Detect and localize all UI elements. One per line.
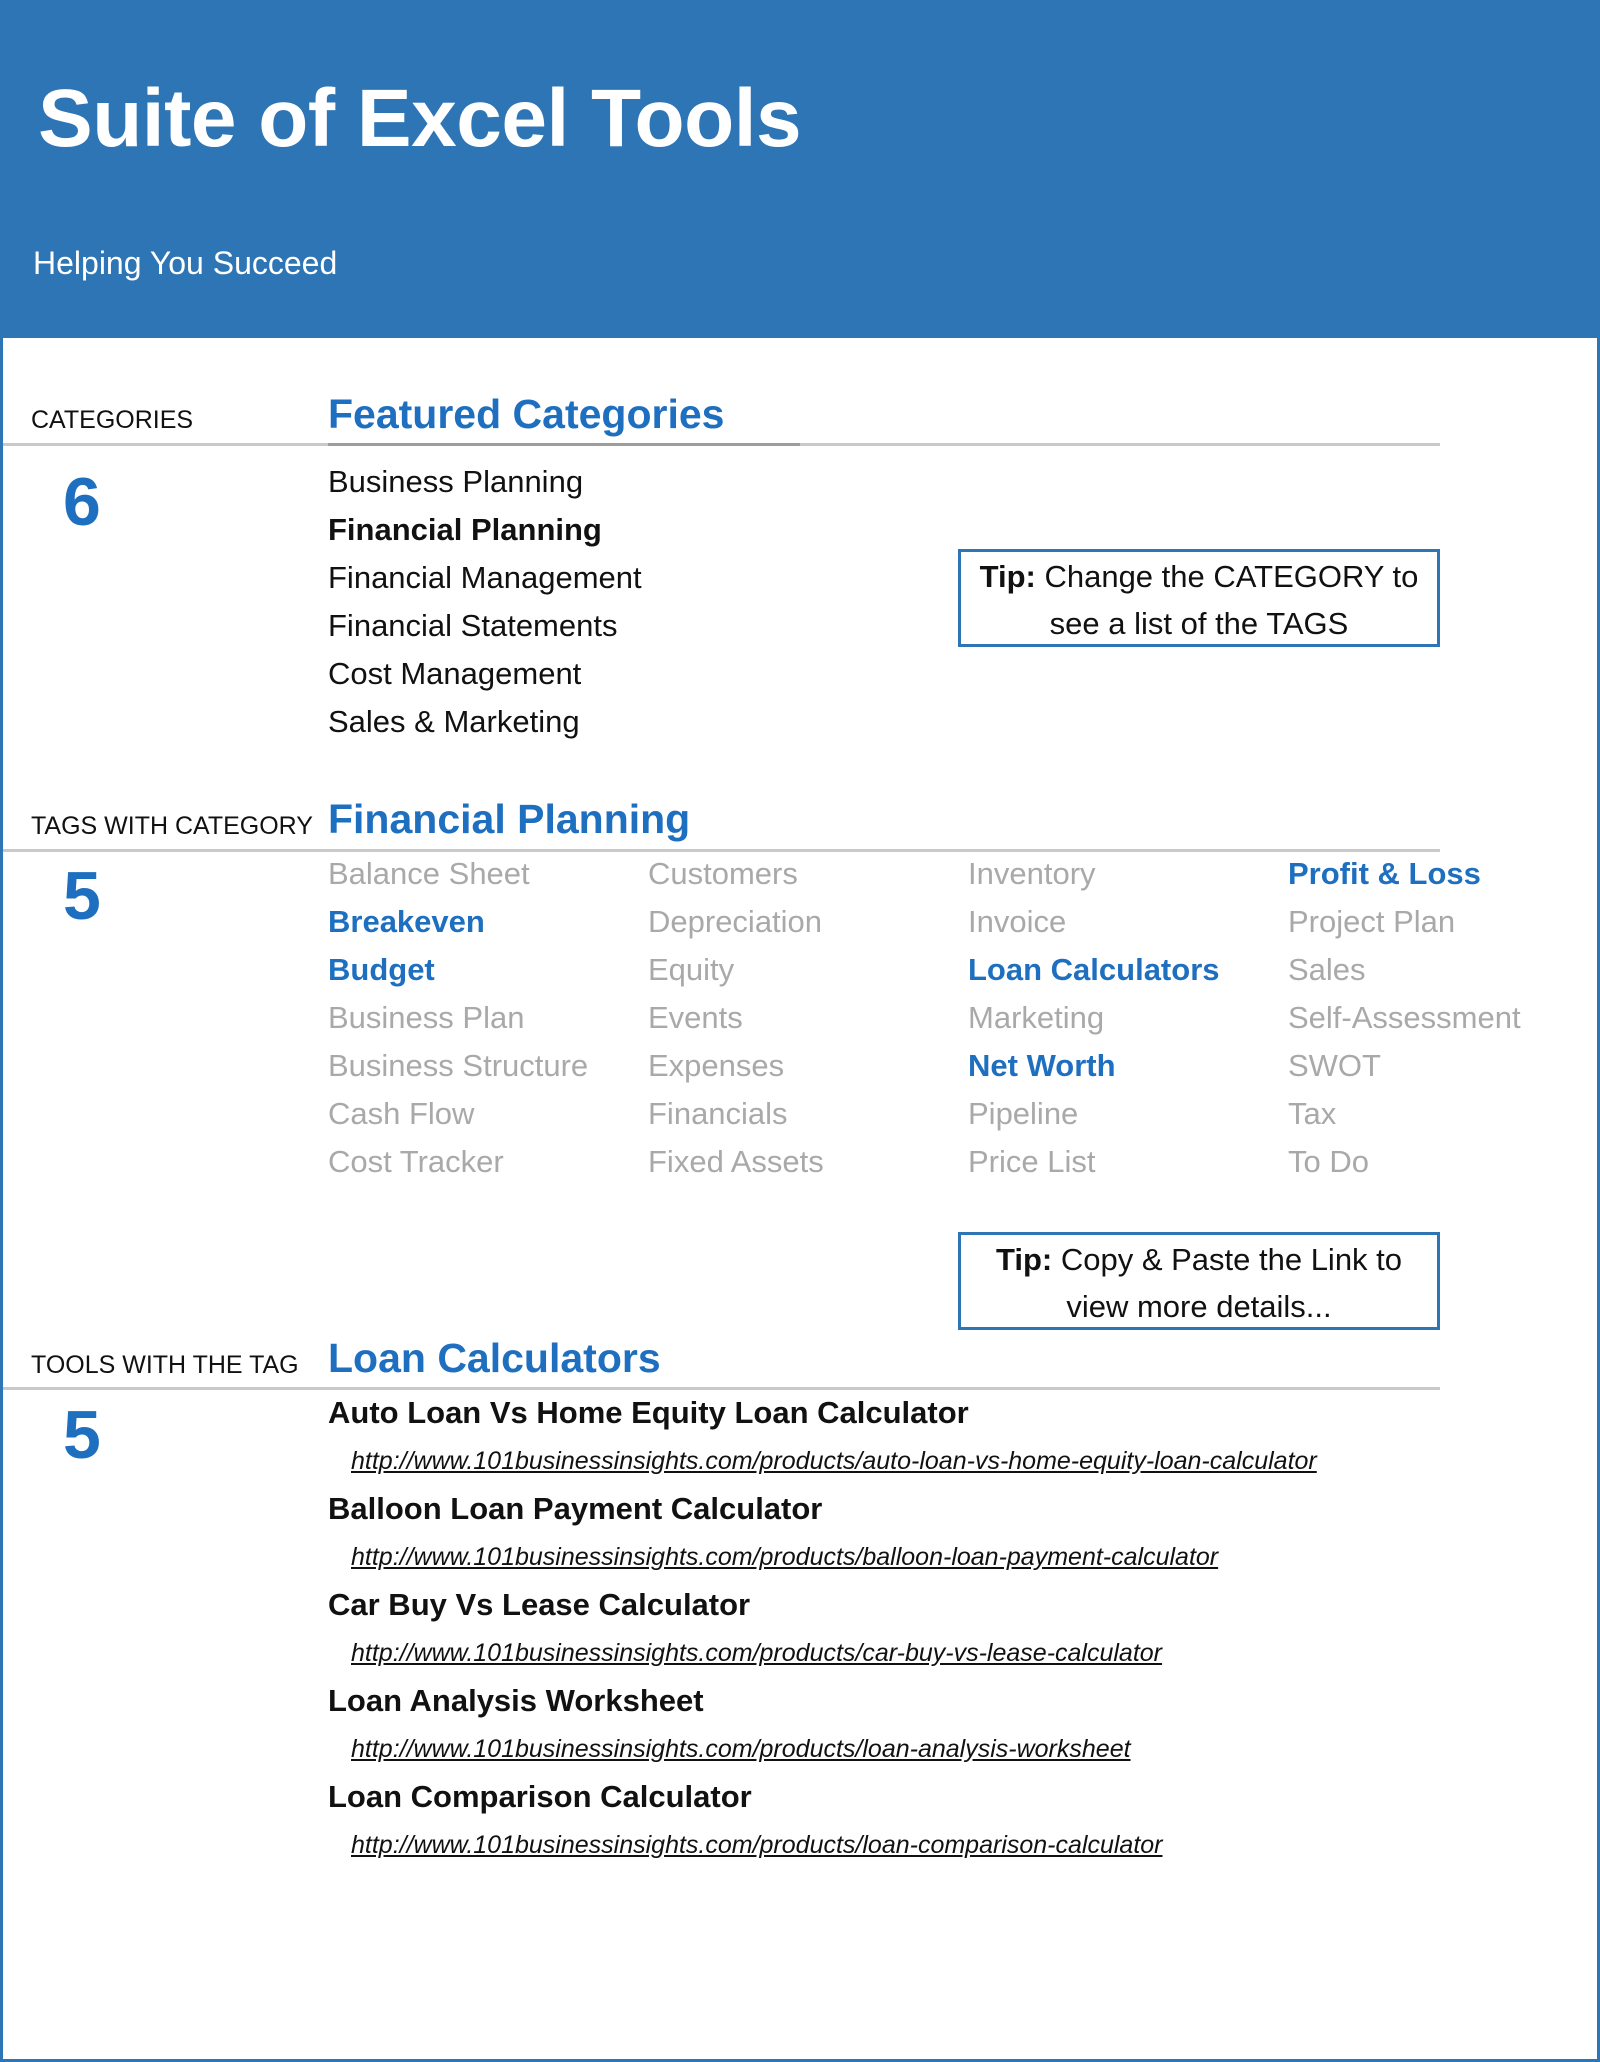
tag-item[interactable]: Business Structure bbox=[328, 1048, 589, 1083]
tag-item[interactable]: Expenses bbox=[648, 1048, 785, 1083]
tag-item[interactable]: Business Plan bbox=[328, 1000, 525, 1035]
tool-name: Loan Comparison Calculator bbox=[328, 1779, 752, 1814]
tag-item[interactable]: Cost Tracker bbox=[328, 1144, 504, 1179]
tool-name: Car Buy Vs Lease Calculator bbox=[328, 1587, 751, 1622]
tools-count: 5 bbox=[63, 1397, 101, 1473]
featured-categories-heading: Featured Categories bbox=[328, 391, 725, 437]
tags-label: TAGS WITH CATEGORY bbox=[31, 812, 313, 840]
tip-category-bold: Tip: bbox=[979, 559, 1036, 594]
app-title: Suite of Excel Tools bbox=[38, 73, 802, 164]
tool-link[interactable]: http://www.101businessinsights.com/products/auto-loan-vs-home-equity-loan-calculator bbox=[351, 1447, 1317, 1475]
tool-link[interactable]: http://www.101businessinsights.com/products/loan-comparison-calculator bbox=[351, 1831, 1163, 1859]
tip-link-line2: view more details... bbox=[1066, 1289, 1332, 1324]
tip-category-line1: Change the CATEGORY to bbox=[1035, 559, 1419, 594]
tag-item[interactable]: Self-Assessment bbox=[1288, 1000, 1521, 1035]
tag-item[interactable]: Events bbox=[648, 1000, 743, 1035]
app-subtitle: Helping You Succeed bbox=[33, 245, 338, 281]
category-item[interactable]: Cost Management bbox=[328, 656, 582, 691]
tools-label: TOOLS WITH THE TAG bbox=[31, 1351, 299, 1379]
tool-link[interactable]: http://www.101businessinsights.com/products/balloon-loan-payment-calculator bbox=[351, 1543, 1219, 1571]
tip-link-line1: Copy & Paste the Link to bbox=[1052, 1242, 1403, 1277]
tags-count: 5 bbox=[63, 858, 101, 934]
tool-link[interactable]: http://www.101businessinsights.com/products/loan-analysis-worksheet bbox=[351, 1735, 1131, 1763]
tag-item[interactable]: Customers bbox=[648, 856, 798, 891]
tag-item[interactable]: Profit & Loss bbox=[1288, 856, 1481, 891]
tag-item[interactable]: Breakeven bbox=[328, 904, 485, 939]
tag-item[interactable]: Cash Flow bbox=[328, 1096, 475, 1131]
category-item[interactable]: Financial Planning bbox=[328, 512, 602, 547]
tag-item[interactable]: Pipeline bbox=[968, 1096, 1079, 1131]
categories-label: CATEGORIES bbox=[31, 406, 194, 434]
tip-category-line2: see a list of the TAGS bbox=[1049, 606, 1349, 641]
tag-item[interactable]: Inventory bbox=[968, 856, 1096, 891]
tag-item[interactable]: Budget bbox=[328, 952, 435, 987]
tool-name: Loan Analysis Worksheet bbox=[328, 1683, 704, 1718]
tag-item[interactable]: Fixed Assets bbox=[648, 1144, 824, 1179]
category-item[interactable]: Financial Statements bbox=[328, 608, 618, 643]
tag-item[interactable]: Depreciation bbox=[648, 904, 823, 939]
tag-item[interactable]: Sales bbox=[1288, 952, 1366, 987]
tool-name: Balloon Loan Payment Calculator bbox=[328, 1491, 823, 1526]
tag-item[interactable]: Price List bbox=[968, 1144, 1096, 1179]
tag-item[interactable]: Tax bbox=[1288, 1096, 1337, 1131]
tag-item[interactable]: Loan Calculators bbox=[968, 952, 1220, 987]
tag-item[interactable]: Marketing bbox=[968, 1000, 1105, 1035]
tool-link[interactable]: http://www.101businessinsights.com/products/car-buy-vs-lease-calculator bbox=[351, 1639, 1163, 1667]
tag-item[interactable]: SWOT bbox=[1288, 1048, 1381, 1083]
selected-category-heading: Financial Planning bbox=[328, 796, 691, 842]
categories-count: 6 bbox=[63, 464, 101, 540]
category-item[interactable]: Sales & Marketing bbox=[328, 704, 580, 739]
category-item[interactable]: Financial Management bbox=[328, 560, 642, 595]
tip-link-bold: Tip: bbox=[995, 1242, 1053, 1277]
tag-item[interactable]: Project Plan bbox=[1288, 904, 1456, 939]
tool-name: Auto Loan Vs Home Equity Loan Calculator bbox=[328, 1395, 969, 1430]
selected-tag-heading: Loan Calculators bbox=[328, 1335, 661, 1381]
tag-item[interactable]: Equity bbox=[648, 952, 735, 987]
tag-item[interactable]: Financials bbox=[648, 1096, 788, 1131]
tag-item[interactable]: Invoice bbox=[968, 904, 1067, 939]
tag-item[interactable]: To Do bbox=[1288, 1144, 1369, 1179]
category-item[interactable]: Business Planning bbox=[328, 464, 584, 499]
tag-item[interactable]: Balance Sheet bbox=[328, 856, 530, 891]
tag-item[interactable]: Net Worth bbox=[968, 1048, 1116, 1083]
